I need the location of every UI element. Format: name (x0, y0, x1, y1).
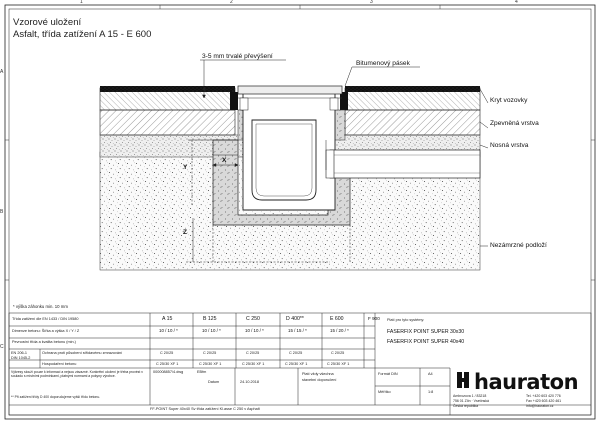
format-value: A4 (428, 372, 433, 376)
scale-label: Měřítko (378, 390, 391, 394)
frame-mark-c: C (0, 344, 4, 350)
frame-mark-b: B (0, 209, 4, 215)
bitumen-tape-label: Bitumenový pásek (356, 60, 410, 67)
exposure-b125: C 25/30 XF 1 (199, 362, 222, 366)
concrete-c250: C 20/25 (246, 351, 260, 355)
brand-name: hauraton (474, 370, 579, 394)
disclaimer-text: Výkresy slouží pouze k informaci a nejsou závazné. Konkrétní uložení je třeba provést v souladu s místními podmínkami, platnými normami a pokyny výrobce. (11, 370, 143, 379)
stamp-line-2: stavební doporučení (302, 378, 337, 382)
company-web: info@hauraton.cz (526, 404, 554, 408)
frame-mark-1: 1 (80, 0, 83, 5)
frame-mark-4: 4 (515, 0, 518, 5)
concrete-d400: C 20/25 (289, 351, 303, 355)
row-header-class: Třída zatížení dle EN 1433 / DIN 19580 (12, 317, 79, 321)
company-address-2: 756 01 Zlín · Vsetínská (453, 399, 489, 403)
class-b125: B 125 (203, 316, 217, 322)
class-f900: F 900 (368, 316, 380, 321)
system-40x40: FASERFIX POINT SUPER 40x40 (387, 339, 465, 345)
layer-label-subgrade: Nezámrzné podloží (490, 242, 547, 249)
exposure-c250: C 25/30 XF 1 (242, 362, 265, 366)
company-address-3: Česká republika (453, 404, 479, 408)
dim-a15: 10 / 10 / * (159, 328, 178, 333)
concrete-e600: C 20/25 (331, 351, 345, 355)
company-address-1: Ambrozova 1 / 83218 (453, 394, 487, 398)
side-code-din: DIN 1045-2 (11, 356, 31, 360)
exposure-a15: C 25/30 XF 1 (156, 362, 179, 366)
exposure-d400: C 25/30 XF 1 (285, 362, 308, 366)
footnote-text: ** Při zatížení třídy D 400 doporučujeme vyšší třídu betonu. (11, 395, 101, 399)
class-d400: D 400** (286, 316, 304, 322)
frame-mark-2: 2 (230, 0, 233, 5)
company-fax: Fax +420 603 420 461 (526, 399, 562, 403)
side-code-en: EN 206-1 (11, 351, 28, 355)
height-note: * výška záhonku min. 10 mm (13, 304, 68, 309)
systems-label: Platí pro tyto systémy: (387, 318, 425, 322)
dimension-z: Z (183, 229, 188, 236)
dim-d400: 15 / 15 / * (288, 328, 307, 333)
dim-c250: 10 / 10 / * (245, 328, 264, 333)
class-c250: C 250 (246, 316, 260, 322)
concrete-a15: C 20/25 (160, 351, 174, 355)
layer-label-base: Nosná vrstva (490, 142, 529, 149)
dim-e600: 15 / 20 / * (330, 328, 349, 333)
row-header-dimension: Dimenze betonu: Šířka a výška X / Y / Z (12, 329, 80, 333)
frame-mark-a: A (0, 69, 4, 75)
concrete-b125: C 20/25 (203, 351, 217, 355)
frame-mark-3: 3 (370, 0, 373, 5)
drawing-description: FF-POINT Super 40x40 Sv třída zatížení Kl.asse C 250 v Asphalt (150, 407, 260, 411)
row-header-frost: Ochrana proti působení střídavému zmrazování (42, 351, 123, 355)
row-header-concrete: Pevnostní třída a kvalita betonu (min.) (12, 340, 76, 344)
class-a15: A 15 (162, 316, 173, 322)
drawing-title: Vzorové uložení (13, 17, 82, 28)
dimension-x: X (222, 157, 227, 164)
date-value: 24.10.2018 (240, 380, 260, 384)
drawing-subtitle: Asfalt, třída zatížení A 15 - E 600 (13, 29, 152, 40)
overlap-label: 3-5 mm trvalé převýšení (202, 53, 273, 60)
dimension-y: Y (183, 164, 188, 171)
format-label: Formát DIN (378, 372, 398, 376)
row-header-curing: Hospodaření betonu (42, 362, 77, 366)
layer-label-binder: Zpevněná vrstva (490, 120, 539, 127)
stamp-line-1: Platí vždy všechna (302, 372, 334, 376)
class-e600: E 600 (330, 316, 344, 322)
hauraton-logo-icon (455, 370, 471, 390)
exposure-e600: C 25/30 XF 1 (327, 362, 350, 366)
scale-value: 1:8 (428, 390, 434, 394)
drawing-number: 000008857/4.dwg (153, 370, 184, 374)
date-label: Datum (208, 380, 220, 384)
dim-b125: 10 / 10 / * (202, 328, 221, 333)
company-phone: Tel. +420 603 420 776 (526, 394, 561, 398)
drawn-by: EBfm (197, 370, 207, 374)
layer-label-wearing: Kryt vozovky (490, 97, 528, 104)
system-30x30: FASERFIX POINT SUPER 30x30 (387, 329, 465, 335)
